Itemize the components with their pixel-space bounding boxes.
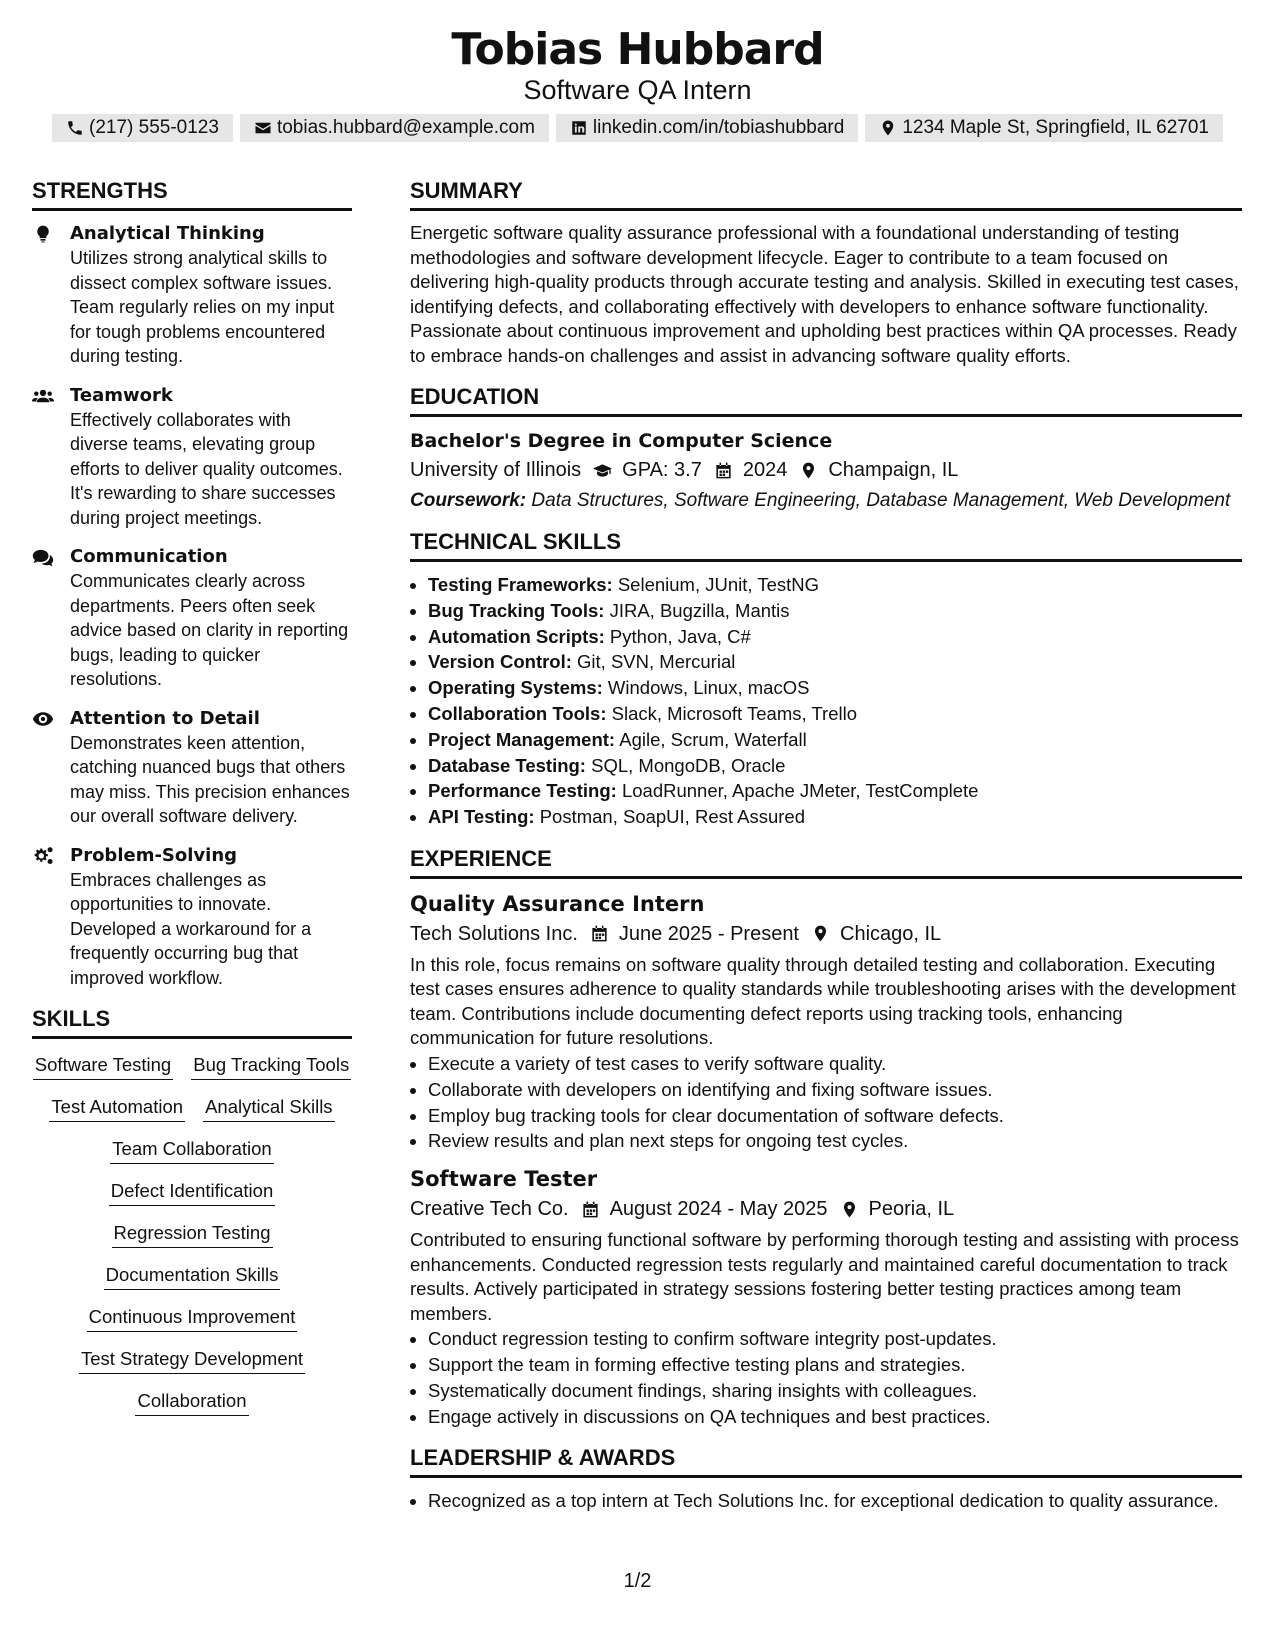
leadership-section bbox=[410, 1443, 1242, 1514]
strength-name: Analytical Thinking bbox=[70, 223, 265, 244]
skill-tag: Documentation Skills bbox=[104, 1263, 281, 1290]
list-item bbox=[428, 778, 1242, 804]
coursework-label: Coursework: bbox=[410, 490, 527, 511]
list-item bbox=[428, 598, 1242, 624]
company-name: Tech Solutions Inc. bbox=[410, 922, 578, 945]
list-item bbox=[428, 572, 1242, 598]
technical-skills-section bbox=[410, 527, 1242, 830]
skill-tag: Continuous Improvement bbox=[87, 1305, 298, 1332]
lightbulb-icon bbox=[32, 224, 54, 244]
strengths-heading: STRENGTHS bbox=[32, 176, 352, 211]
summary-text: Energetic software quality assurance professional with a foundational understanding of testing methodologies and software development lifecycle. Eager to contribute to a team focused on delivering high-quality products through accurate testing and analysis. Skilled in executing test cases, identifying defects, and collaborating effectively with developers to enhance software functionality. Passionate about continuous improvement and upholding best practices within QA processes. Ready to embrace hands-on challenges and assist in advancing software quality efforts. bbox=[410, 222, 1239, 366]
list-item bbox=[428, 649, 1242, 675]
technical-skills-list bbox=[410, 572, 1242, 830]
job-bullets bbox=[410, 1051, 1242, 1154]
skill-value: Git, SVN, Mercurial bbox=[577, 651, 736, 673]
list-item bbox=[428, 804, 1242, 830]
graduation-cap-icon bbox=[593, 461, 612, 480]
education-meta bbox=[410, 455, 1242, 485]
list-item: • Conduct regression testing to confirm software integrity post-updates. bbox=[428, 1326, 1242, 1352]
skill-value: Python, Java, C# bbox=[609, 625, 751, 647]
job-description: In this role, focus remains on software quality through detailed testing and collaboration. Executing test cases ensures adherence to quality standards while troubleshooting arises with the development team. Contributions include documenting defect reports using tracking tools, enhancing communication for future resolutions. bbox=[410, 953, 1236, 1049]
phone-icon bbox=[66, 119, 84, 137]
strength-item bbox=[32, 221, 352, 369]
skill-tag: Test Strategy Development bbox=[79, 1347, 305, 1374]
skill-tag: Team Collaboration bbox=[110, 1137, 273, 1164]
leadership-list bbox=[410, 1488, 1242, 1514]
skill-tag: Collaboration bbox=[135, 1389, 248, 1416]
skills-heading: SKILLS bbox=[32, 1004, 352, 1039]
list-item bbox=[428, 727, 1242, 753]
gears-icon bbox=[32, 846, 54, 866]
envelope-icon bbox=[254, 119, 272, 137]
company-name: Creative Tech Co. bbox=[410, 1198, 569, 1221]
contact-phone-text: (217) 555-0123 bbox=[89, 117, 219, 138]
job-description: Contributed to ensuring functional software by performing thorough testing and assisting with process enhancements. Conducted regression tests regularly and maintained careful documentation to track results. Actively participated in strategy sessions fostering better testing practices among team members. bbox=[410, 1229, 1239, 1324]
degree-name: Bachelor's Degree in Computer Science bbox=[410, 430, 833, 452]
strength-desc: Utilizes strong analytical skills to dissect complex software issues. Team regularly relies on my input for tough problems encountered during testing. bbox=[70, 248, 335, 366]
skill-value: Selenium, JUnit, TestNG bbox=[617, 574, 820, 595]
right-column bbox=[410, 176, 1242, 1528]
job-meta bbox=[410, 1194, 1242, 1224]
skill-value: Windows, Linux, macOS bbox=[607, 677, 810, 699]
gpa: GPA: 3.7 bbox=[622, 459, 702, 481]
contact-linkedin-text: linkedin.com/in/tobiashubbard bbox=[592, 117, 845, 138]
skill-label: Bug Tracking Tools: bbox=[428, 599, 605, 621]
list-item: • Employ bug tracking tools for clear documentation of software defects. bbox=[428, 1103, 1242, 1129]
skills-list bbox=[32, 1049, 352, 1416]
contact-address-text: 1234 Maple St, Springfield, IL 62701 bbox=[902, 117, 1209, 138]
skill-label: Collaboration Tools: bbox=[428, 702, 607, 724]
strength-item bbox=[32, 544, 352, 692]
list-item: • Review results and plan next steps for ongoing test cycles. bbox=[428, 1128, 1242, 1154]
skill-tag: Software Testing bbox=[33, 1053, 173, 1080]
strength-name: Communication bbox=[70, 546, 228, 567]
job-dates: June 2025 - Present bbox=[618, 922, 799, 945]
contact-address bbox=[865, 114, 1223, 142]
strength-name: Attention to Detail bbox=[70, 707, 260, 729]
job-bullets bbox=[410, 1326, 1242, 1429]
job-location: Chicago, IL bbox=[840, 922, 942, 945]
calendar-icon bbox=[590, 924, 609, 943]
graduation-year: 2024 bbox=[742, 459, 788, 481]
users-icon bbox=[32, 386, 54, 406]
list-item bbox=[428, 624, 1242, 650]
school-location: Champaign, IL bbox=[828, 459, 959, 481]
skill-value: JIRA, Bugzilla, Mantis bbox=[609, 599, 790, 621]
leadership-heading: LEADERSHIP & AWARDS bbox=[410, 1443, 1242, 1478]
list-item: • Collaborate with developers on identifying and fixing software issues. bbox=[428, 1077, 1242, 1103]
strength-desc: Communicates clearly across departments. Peers often seek advice based on clarity in reporting bugs, leading to quicker resolutions. bbox=[70, 571, 349, 689]
list-item: • Execute a variety of test cases to verify software quality. bbox=[428, 1051, 1242, 1077]
skill-label: Operating Systems: bbox=[428, 677, 603, 699]
skill-label: Automation Scripts: bbox=[428, 625, 605, 647]
skill-value: LoadRunner, Apache JMeter, TestComplete bbox=[621, 780, 979, 802]
eye-icon bbox=[32, 709, 54, 729]
summary-section bbox=[410, 176, 1242, 368]
list-item bbox=[428, 675, 1242, 701]
strength-item bbox=[32, 706, 352, 829]
location-pin-icon bbox=[879, 119, 897, 137]
job-meta bbox=[410, 919, 1242, 949]
strength-item bbox=[32, 383, 352, 531]
contact-linkedin[interactable] bbox=[556, 114, 858, 142]
location-pin-icon bbox=[799, 461, 818, 480]
coursework bbox=[410, 489, 1242, 513]
coursework-list: Data Structures, Software Engineering, Database Management, Web Development bbox=[531, 490, 1231, 511]
skill-tag: Defect Identification bbox=[109, 1179, 275, 1206]
skill-label: Performance Testing: bbox=[428, 780, 617, 802]
skill-tag: Regression Testing bbox=[112, 1221, 273, 1248]
list-item bbox=[428, 753, 1242, 779]
calendar-icon bbox=[714, 461, 733, 480]
page-number: 1/2 bbox=[623, 1570, 652, 1592]
list-item bbox=[428, 701, 1242, 727]
skill-label: API Testing: bbox=[428, 806, 535, 828]
list-item: • Support the team in forming effective testing plans and strategies. bbox=[428, 1352, 1242, 1378]
job-location: Peoria, IL bbox=[868, 1198, 955, 1221]
skill-value: Agile, Scrum, Waterfall bbox=[619, 728, 807, 750]
location-pin-icon bbox=[811, 924, 830, 943]
strength-name: Problem-Solving bbox=[70, 844, 238, 866]
list-item: • Engage actively in discussions on QA techniques and best practices. bbox=[428, 1404, 1242, 1430]
job-role: Software Tester bbox=[410, 1167, 598, 1192]
job-entry bbox=[410, 1164, 1242, 1429]
location-pin-icon bbox=[840, 1200, 859, 1219]
skill-tag: Analytical Skills bbox=[203, 1095, 335, 1122]
strength-name: Teamwork bbox=[70, 384, 173, 406]
education-heading: EDUCATION bbox=[410, 382, 1242, 417]
summary-heading: SUMMARY bbox=[410, 176, 1242, 211]
job-dates: August 2024 - May 2025 bbox=[609, 1198, 828, 1221]
contact-email[interactable] bbox=[240, 114, 549, 142]
technical-skills-heading: TECHNICAL SKILLS bbox=[410, 527, 1242, 562]
list-item: • Recognized as a top intern at Tech Solutions Inc. for exceptional dedication to quality assurance. bbox=[428, 1488, 1242, 1514]
job-role: Quality Assurance Intern bbox=[410, 891, 705, 916]
experience-section bbox=[410, 844, 1242, 1429]
candidate-name: Tobias Hubbard bbox=[451, 24, 824, 75]
skill-label: Version Control: bbox=[428, 651, 572, 673]
education-section bbox=[410, 382, 1242, 513]
skill-label: Testing Frameworks: bbox=[428, 574, 613, 595]
linkedin-icon bbox=[570, 119, 588, 137]
contact-email-text: tobias.hubbard@example.com bbox=[276, 117, 535, 138]
skill-value: SQL, MongoDB, Oracle bbox=[591, 754, 786, 776]
skill-tag: Bug Tracking Tools bbox=[191, 1053, 351, 1080]
experience-heading: EXPERIENCE bbox=[410, 844, 1242, 879]
list-item: • Systematically document findings, sharing insights with colleagues. bbox=[428, 1378, 1242, 1404]
candidate-title: Software QA Intern bbox=[523, 75, 752, 105]
left-column bbox=[32, 176, 352, 1416]
comments-icon bbox=[32, 547, 54, 567]
calendar-icon bbox=[581, 1200, 600, 1219]
skill-label: Database Testing: bbox=[428, 754, 586, 776]
job-entry bbox=[410, 889, 1242, 1154]
contact-phone[interactable] bbox=[52, 114, 233, 142]
skill-tag: Test Automation bbox=[49, 1095, 185, 1122]
strength-desc: Embraces challenges as opportunities to innovate. Developed a workaround for a frequently occurring bug that improved workflow. bbox=[70, 869, 312, 988]
strength-desc: Demonstrates keen attention, catching nuanced bugs that others may miss. This precision enhances our overall software delivery. bbox=[70, 732, 350, 826]
strength-item bbox=[32, 843, 352, 991]
skill-label: Project Management: bbox=[428, 728, 616, 750]
contact-bar bbox=[0, 114, 1275, 142]
skill-value: Postman, SoapUI, Rest Assured bbox=[539, 806, 805, 828]
strength-desc: Effectively collaborates with diverse teams, elevating group efforts to deliver quality outcomes. It's rewarding to share successes during project meetings. bbox=[70, 409, 343, 528]
skill-value: Slack, Microsoft Teams, Trello bbox=[611, 702, 857, 724]
school-name: University of Illinois bbox=[410, 459, 582, 481]
